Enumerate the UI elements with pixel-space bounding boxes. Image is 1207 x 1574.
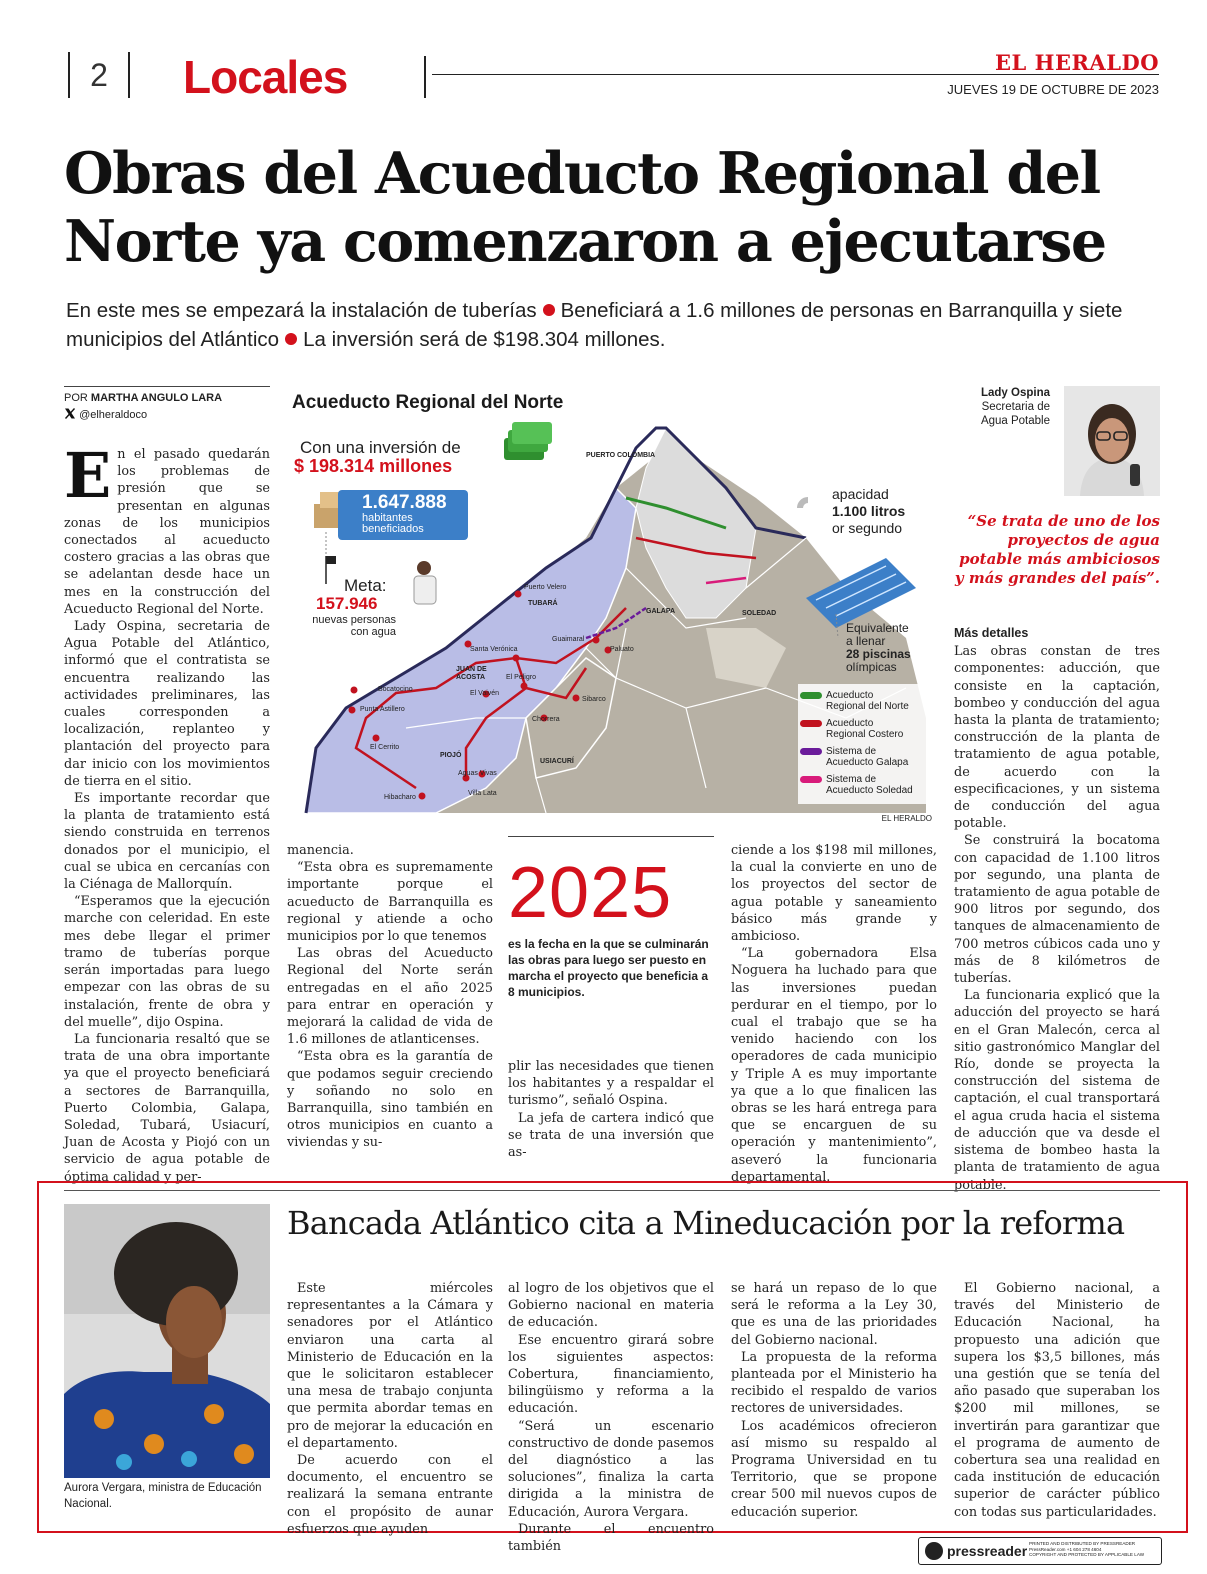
- place-chorrera: Chorrera: [532, 716, 560, 723]
- capacity-line-2: 1.100 litros: [832, 503, 906, 519]
- paragraph: El Gobierno nacional, a través del Ministerio de Educación Nacional, ha propuesto una adición que supera los $3,5 billones, más una gestión que se tenía del año pasado que superaban los $200 mil millones, se invertirán para garantizar que el programa de aumento de cobertura sea una realidad en cada institución de educación superior de carácter público con todas sus particularidades.: [954, 1281, 1160, 1520]
- story-2-rule: [64, 1190, 1160, 1191]
- byline: [64, 392, 222, 404]
- story-2-column-4: [954, 1280, 1160, 1521]
- beneficiaries-label-1: habitantes: [362, 512, 413, 524]
- subheading: Más detalles: [954, 626, 1029, 640]
- infographic-acueducto: [286, 388, 936, 824]
- paragraph: manencia.: [287, 843, 354, 858]
- paragraph: Las obras del Acueducto Regional del Norte serán entregadas en el año 2025 para entrar en operación y mejorará la calidad de vida de 1.6 millones de atlanticenses.: [287, 946, 493, 1048]
- stat-number: 2025: [508, 853, 673, 933]
- place-soledad: SOLEDAD: [742, 610, 777, 617]
- infographic-credit: EL HERALDO: [881, 814, 932, 823]
- place-guaimaral: Guaimaral: [552, 636, 585, 643]
- goal-text-1: nuevas personas: [312, 614, 396, 626]
- article-column-3: [508, 1058, 714, 1161]
- infographic-title: Acueducto Regional del Norte: [292, 392, 564, 413]
- equivalence-line-3: 28 piscinas: [846, 647, 911, 661]
- article-column-4: [731, 842, 937, 1186]
- place-usiacuri: USIACURÍ: [540, 758, 574, 765]
- capacity-line-1: apacidad: [832, 486, 889, 502]
- place-puerto-velero: Puerto Velero: [524, 584, 567, 591]
- equivalence-text: [846, 622, 911, 674]
- pressreader-brand: pressreader: [947, 1543, 1028, 1559]
- equivalence-line-4: olímpicas: [846, 660, 897, 674]
- place-juan-de-acosta: JUAN DE ACOSTA: [456, 666, 487, 681]
- legend-swatch: [800, 692, 822, 699]
- portrait-image: [1064, 386, 1160, 496]
- beneficiaries-value: 1.647.888: [362, 492, 447, 513]
- story-2-column-2: [508, 1280, 714, 1555]
- investment-label: Con una inversión de: [300, 438, 461, 457]
- paragraph: Las obras constan de tres componentes: aducción, que consiste en la captación, bombeo y conducción del agua hasta la planta de tratamiento; construcción de la planta de tratamiento de agua potable, de acuerdo con la especificaciones, y un sistema de conducción del agua potable.: [954, 644, 1160, 832]
- social-handle[interactable]: @elheraldoco: [79, 409, 148, 421]
- paragraph: “Esta obra es la garantía de que podamos seguir creciendo y soñando no solo en Barranquilla, sino también en otros municipios en cuanto a viviendas y su-: [287, 1049, 493, 1151]
- photo-lady-ospina: [1064, 386, 1160, 496]
- photo-caption: Aurora Vergara, ministra de Educación Nacional.: [64, 1482, 262, 1510]
- bullet-icon: [285, 333, 297, 345]
- main-headline: [64, 140, 1144, 276]
- paragraph: Durante el encuentro también: [508, 1521, 714, 1555]
- paragraph: “Esperamos que la ejecución marche con celeridad. En este mes debe llegar el primer tramo de tuberías porque serán importadas para luego empezar con las obras de su instalación, frente de obra y del muelle”, dijo Ospina.: [64, 894, 270, 1030]
- paragraph: La propuesta de la reforma planteada por el Ministerio ha recibido el respaldo de varios rectores de universidades.: [731, 1349, 937, 1417]
- goal-label: Meta:: [344, 576, 387, 595]
- masthead-logo: EL HERALDO: [995, 50, 1159, 75]
- paragraph: ciende a los $198 mil millones, la cual la convierte en uno de los proyectos del sector de agua potable y saneamiento básico más grande y ambicioso.: [731, 843, 937, 945]
- drop-cap: E: [64, 439, 112, 512]
- paragraph: Se construirá la bocatoma con capacidad de 1.100 litros por segundo, una planta de tratamiento de agua potable de 900 litros por segundo, dos tanques de almacenamiento de 700 metros cúbicos cada uno y más de 8 kilómetros de tuberías.: [954, 833, 1160, 987]
- place-aguas-vivas: Aguas Vivas: [458, 770, 497, 777]
- legend-label: Sistema de Acueducto Galapa: [826, 746, 909, 768]
- fine-print-line: COPYRIGHT AND PROTECTED BY APPLICABLE LAW: [1029, 1552, 1145, 1558]
- capacity-text: [832, 486, 905, 537]
- headline-line-2: Norte ya comenzaron a ejecutarse: [64, 208, 1106, 275]
- place-bocatocino: Bocatocino: [378, 686, 413, 693]
- paragraph: Ese encuentro girará sobre los siguientes aspectos: Cobertura, financiamiento, bilingüismo y reforma a la educación.: [508, 1332, 714, 1417]
- quote-source-name: Lady Ospina: [980, 387, 1050, 399]
- paragraph-text: n el pasado quedarán los problemas de presión que se presentan en algunas zonas de los municipios conectados al acueducto costero gracias a las obras que se adelantan desde hace un mes en la construcción del Acueducto Regional del Norte.: [64, 447, 270, 617]
- legend-swatch: [800, 748, 822, 755]
- paragraph: “Esta obra es supremamente importante porque el acueducto de Barranquilla es regional y atiende a ocho municipios por lo que tenemos: [287, 860, 493, 945]
- page-header: [0, 0, 1207, 110]
- stat-rule: [508, 836, 714, 837]
- legend-label: Acueducto Regional Costero: [826, 718, 904, 740]
- bullet-icon: [543, 304, 555, 316]
- byline-prefix: POR: [64, 392, 88, 404]
- paragraph: Lady Ospina, secretaria de Agua Potable del Atlántico, informó que el contratista se encuentra realizando las actividades preliminares, las cuales corresponden a localización, replanteo y plantación del proyecto para dar inicio con los movimientos de tierra en el sitio.: [64, 619, 270, 789]
- legend-label: Acueducto Regional del Norte: [826, 690, 909, 712]
- stat-description: es la fecha en la que se culminarán las obras para luego ser puesto en marcha el proyecto que beneficia a 8 municipios.: [508, 937, 709, 999]
- paragraph: “Será un escenario constructivo de donde pasemos del diagnóstico a las soluciones”, finaliza la carta dirigida a la ministra de Educación, Aurora Vergara.: [508, 1418, 714, 1520]
- pull-quote: “Se trata de uno de los proyectos de agua potable más ambiciosos y más grandes del país”.: [954, 512, 1160, 587]
- issue-date: JUEVES 19 DE OCTUBRE DE 2023: [947, 82, 1159, 97]
- byline-author: MARTHA ANGULO LARA: [90, 392, 223, 404]
- fine-print-line: PressReader.com +1 604 278 4604: [1029, 1546, 1102, 1552]
- quote-source: [954, 386, 1050, 428]
- story-2-column-3: [731, 1280, 937, 1521]
- story-2-headline: Bancada Atlántico cita a Mineducación por la reforma: [287, 1204, 1125, 1242]
- paragraph: se hará un repaso de lo que será le reforma a la Ley 30, que es una de las prioridades del Gobierno nacional.: [731, 1281, 937, 1348]
- pressreader-badge[interactable]: [918, 1537, 1162, 1565]
- place-el-peligro: El Peligro: [506, 674, 536, 681]
- legend-item: [800, 690, 936, 716]
- paragraph: al logro de los objetivos que el Gobierno nacional en materia de educación.: [508, 1281, 714, 1331]
- paragraph: [64, 439, 270, 618]
- byline-rule: [64, 386, 270, 387]
- beneficiaries-label: [362, 513, 424, 535]
- place-tubara: TUBARÁ: [528, 600, 558, 607]
- paragraph: Los académicos ofrecieron así mismo su respaldo al Programa Universidad en tu Territorio, que se propone crear 500 mil nuevos cupos de educación superior.: [731, 1418, 937, 1520]
- article-deck: [66, 296, 1156, 354]
- deck-part-2: Beneficiará a 1.6 millones de personas en Barranquilla y siete municipios del Atlántico: [66, 299, 1123, 351]
- goal-text-2: con agua: [350, 626, 396, 638]
- photo-aurora-vergara: [64, 1204, 270, 1478]
- place-villa-lata: Villa Lata: [468, 790, 497, 797]
- article-column-2: [287, 842, 493, 1152]
- place-piojo: PIOJÓ: [440, 752, 462, 759]
- place-el-cerrito: El Cerrito: [370, 744, 400, 751]
- legend-item: [800, 718, 936, 744]
- goal-text: [296, 614, 396, 638]
- paragraph: La funcionaria explicó que la aducción del proyecto se hará en el Gran Malecón, cerca al sitio gastronómico Manglar del Río, donde se proyecta la construcción del sistema de captación, el cual transportará el agua cruda hacia el sistema de aducción que va desde el sistema de bombeo hasta la planta de tratamiento de agua potable.: [954, 988, 1160, 1193]
- header-separator: [424, 56, 426, 98]
- place-punta-astillero: Punta Astillero: [360, 706, 405, 713]
- x-logo-icon: [64, 408, 76, 419]
- paragraph: plir las necesidades que tienen los habitantes y a respaldar el turismo”, señaló Ospina.: [508, 1059, 714, 1109]
- legend-swatch: [800, 720, 822, 727]
- place-galapa: GALAPA: [646, 608, 676, 615]
- paragraph: De acuerdo con el documento, el encuentro se realizará la semana entrante con el propósito de aunar esfuerzos que ayuden: [287, 1453, 493, 1537]
- place-santa-veronica: Santa Verónica: [470, 646, 518, 653]
- paragraph: Es importante recordar que la planta de tratamiento está siendo construida en terrenos donados por el municipio, el cual se ubica en cercanías con la Ciénaga de Mallorquín.: [64, 791, 270, 893]
- headline-line-1: Obras del Acueducto Regional del: [64, 140, 1100, 207]
- paragraph: “La gobernadora Elsa Noguera ha luchado para que las inversiones puedan perdurar en el tiempo, por lo cual el trabajo que se ha venido haciendo con los operadores de cada municipio y Triple A es muy importante ya que a lo que finalicen las obras se les hará entrega para que se encarguen de su operación y mantenimiento”, aseveró la funcionaria departamental.: [731, 946, 937, 1185]
- equivalence-line-2: a llenar: [846, 634, 886, 648]
- place-puerto-colombia: PUERTO COLOMBIA: [586, 452, 656, 459]
- place-sibarco: Sibarco: [582, 696, 606, 703]
- story-2-column-1: [287, 1280, 493, 1538]
- legend-item: [800, 746, 936, 772]
- legend-item: [800, 774, 936, 800]
- page-number: 2: [68, 52, 130, 98]
- portrait-image: [64, 1204, 270, 1478]
- equivalence-line-1: Equivalente: [846, 621, 909, 635]
- capacity-line-3: or segundo: [832, 520, 903, 536]
- place-paluato: Paluato: [610, 646, 634, 653]
- place-el-vaiven: El Vaivén: [470, 690, 500, 697]
- paragraph: La jefa de cartera indicó que se trata de una inversión que as-: [508, 1110, 714, 1161]
- pressreader-logo-icon: [925, 1542, 943, 1560]
- legend-swatch: [800, 776, 822, 783]
- article-column-5: [954, 625, 1160, 1194]
- place-hibacharo: Hibacharo: [384, 794, 416, 801]
- deck-part-1: En este mes se empezará la instalación de tuberías: [66, 299, 537, 322]
- investment-value: $ 198.314 millones: [294, 456, 453, 476]
- goal-value: 157.946: [316, 594, 378, 613]
- deck-part-3: La inversión será de $198.304 millones.: [303, 328, 666, 351]
- fine-print-line: PRINTED AND DISTRIBUTED BY PRESSREADER: [1029, 1541, 1136, 1546]
- article-column-1: [64, 439, 270, 1186]
- paragraph: Este miércoles representantes a la Cámara y senadores por el Atlántico enviaron una carta al Ministerio de Educación en la que le solicitaron establecer una mesa de trabajo conjunta que permita abordar temas en pro de mejorar la educación en el departamento.: [287, 1281, 493, 1451]
- beneficiaries-label-2: beneficiados: [362, 523, 424, 535]
- quote-source-role: Secretaria de Agua Potable: [980, 401, 1050, 427]
- byline-social: [64, 408, 147, 421]
- paragraph: La funcionaria resaltó que se trata de una obra importante ya que el proyecto beneficiará a sectores de Barranquilla, Puerto Colombia, Galapa, Soledad, Tubará, Usiacurí, Juan de Acosta y Piojó con un servicio de agua potable de óptima calidad y per-: [64, 1031, 270, 1185]
- pressreader-fine-print: [1029, 1541, 1161, 1558]
- section-title: Locales: [183, 51, 348, 103]
- legend-label: Sistema de Acueducto Soledad: [826, 774, 913, 796]
